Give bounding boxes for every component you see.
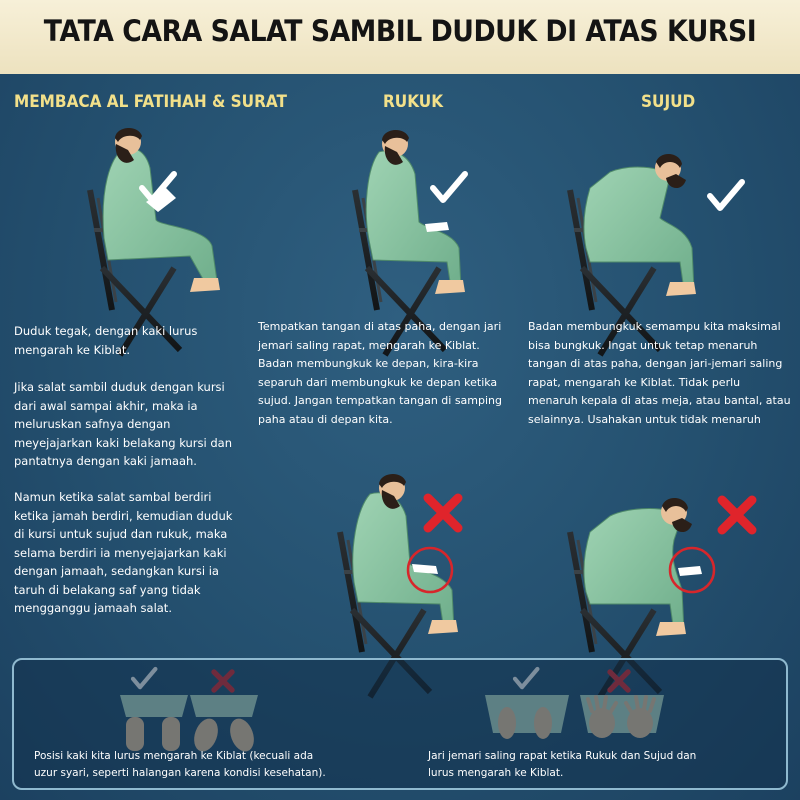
- hands-caption: Jari jemari saling rapat ketika Rukuk dan Sujud dan lurus mengarah ke Kiblat.: [428, 750, 697, 779]
- feet-caption: Posisi kaki kita lurus mengarah ke Kiblat (kecuali ada uzur syari, seperti halangan karena kondisi kesehatan).: [34, 750, 326, 779]
- rukuk-text: Tempatkan tangan di atas paha, dengan jari jemari saling rapat, mengarah ke Kiblat. Badan membungkuk ke depan, kira-kira separuh dari membungkuk ke depan ketika sujud. Jangan tempatkan tangan di samping paha atau di depan kita.: [258, 320, 503, 426]
- fatihah-text-1: Duduk tegak, dengan kaki lurus mengarah ke Kiblat.: [14, 324, 198, 357]
- fatihah-text-2: Jika salat sambil duduk dengan kursi dari awal sampai akhir, maka ia meluruskan safnya dengan meyejajarkan kaki belakang kursi dan pantatnya dengan kaki jamaah.: [14, 380, 233, 468]
- heading-sujud: SUJUD: [641, 92, 696, 112]
- sujud-text: Badan membungkuk semampu kita maksimal bisa bungkuk. Ingat untuk tetap menaruh tangan di atas paha, dengan jari-jemari saling rapat, mengarah ke Kiblat. Tidak perlu menaruh kepala di atas meja, atau bantal, atau selainnya. Usahakan untuk tidak menaruh: [528, 320, 791, 426]
- heading-fatihah: MEMBACA AL FATIHAH & SURAT: [14, 92, 287, 112]
- figure-fatihah: [90, 128, 220, 355]
- page-title: TATA CARA SALAT SAMBIL DUDUK DI ATAS KURSI: [43, 14, 757, 48]
- fatihah-text-3: Namun ketika salat sambal berdiri ketika jamah berdiri, kemudian duduk di kursi untuk sujud dan rukuk, maka selama berdiri ia menyejajarkan kaki dengan jamaah, sedangkan kursi ia taruh di belakang saf yang tidak mengganggu jamaah salat.: [14, 490, 233, 615]
- heading-rukuk: RUKUK: [383, 92, 444, 112]
